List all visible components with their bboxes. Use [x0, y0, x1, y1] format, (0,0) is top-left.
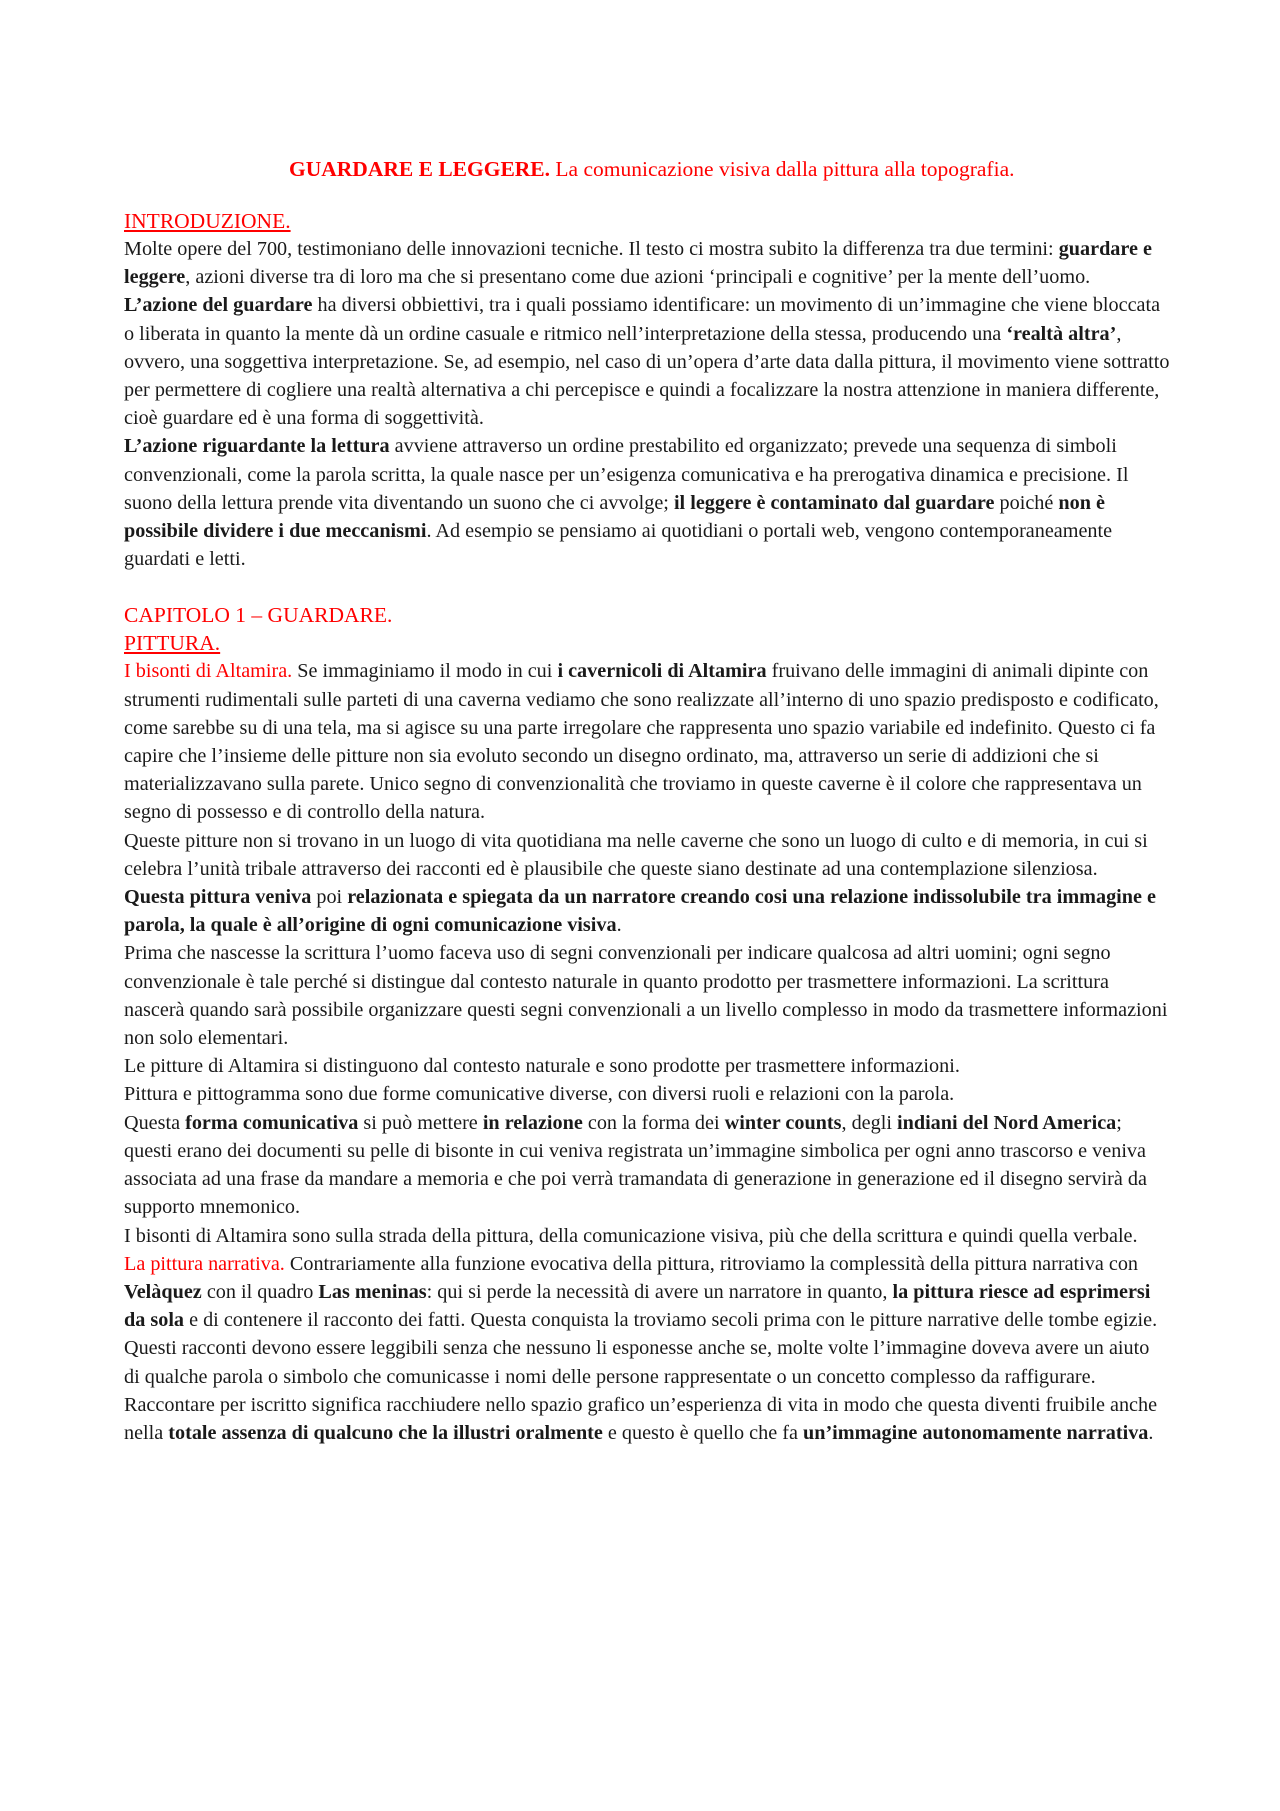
- title-bold: GUARDARE E LEGGERE.: [289, 157, 551, 181]
- chapter-paragraph-11: Raccontare per iscritto significa racchiudere nello spazio grafico un’esperienza di vita in modo che questa diventi fruibile anche nella totale assenza di qualcuno che la illustri oralmente e questo è quello che fa un’immagine autonomamente narrativa.: [124, 1393, 1158, 1444]
- section-gap: [124, 573, 1170, 601]
- intro-heading: INTRODUZIONE.: [124, 209, 291, 233]
- chapter-paragraph-6: Pittura e pittogramma sono due forme comunicative diverse, con diversi ruoli e relazioni con la parola.: [124, 1083, 955, 1106]
- chapter-paragraph-1: I bisonti di Altamira. Se immaginiamo il modo in cui i cavernicoli di Altamira fruivano delle immagini di animali dipinte con strumenti rudimentali sulle parteti di una caverna vediamo che sono realizzate all’interno di uno spazio predisposto e codificato, come sarebbe su di una tela, ma si agisce su una parte irregolare che rappresenta uno spazio variabile ed indefinito. Questo ci fa capire che l’insieme delle pitture non sia evoluto secondo un disegno ordinato, ma, attraverso un serie di addizioni che si materializzavano sulla parete. Unico segno di convenzionalità che troviamo in queste caverne è il colore che rappresentava un segno di possesso e di controllo della natura.: [124, 660, 1159, 824]
- intro-paragraph-3: L’azione riguardante la lettura avviene attraverso un ordine prestabilito ed organizzato; prevede una sequenza di simboli convenzionali, come la parola scritta, la quale nasce per un’esigenza comunicativa e ha prerogativa dinamica e precisione. Il suono della lettura prende vita diventando un suono che ci avvolge; il leggere è contaminato dal guardare poiché non è possibile dividere i due meccanismi. Ad esempio se pensiamo ai quotidiani o portali web, vengono contemporaneamente guardati e letti.: [124, 435, 1129, 571]
- intro-paragraph-2: L’azione del guardare ha diversi obbiettivi, tra i quali possiamo identificare: un movimento di un’immagine che viene bloccata o liberata in quanto la mente dà un ordine casuale e ritmico nell’interpretazione della stessa, producendo una ‘realtà altra’, ovvero, una soggettiva interpretazione. Se, ad esempio, nel caso di un’opera d’arte data dalla pittura, il movimento viene sottratto per permettere di cogliere una realtà alternativa a chi percepisce e quindi a focalizzare la nostra attenzione in maniera differente, cioè guardare ed è una forma di soggettività.: [124, 294, 1170, 430]
- chapter-paragraph-4: Prima che nascesse la scrittura l’uomo faceva uso di segni convenzionali per indicare qualcosa ad altri uomini; ogni segno convenzionale è tale perché si distingue dal contesto naturale in quanto prodotto per trasmettere informazioni. La scrittura nascerà quando sarà possibile organizzare questi segni convenzionali a un livello complesso in modo da trasmettere informazioni non solo elementari.: [124, 942, 1168, 1050]
- title-rest: La comunicazione visiva dalla pittura alla topografia.: [550, 157, 1015, 181]
- intro-paragraph-1: Molte opere del 700, testimoniano delle innovazioni tecniche. Il testo ci mostra subito la differenza tra due termini: guardare e leggere, azioni diverse tra di loro ma che si presentano come due azioni ‘principali e cognitive’ per la mente dell’uomo.: [124, 238, 1152, 289]
- chapter-paragraph-7: Questa forma comunicativa si può mettere in relazione con la forma dei winter counts, degli indiani del Nord America; questi erano dei documenti su pelle di bisonte in cui veniva registrata un’immagine simbolica per ogni anno trascorso e veniva associata ad una frase da mandare a memoria e che poi verrà tramandata di generazione in generazione ed il disegno servirà da supporto mnemonico.: [124, 1111, 1147, 1219]
- chapter-paragraph-9: La pittura narrativa. Contrariamente alla funzione evocativa della pittura, ritroviamo la complessità della pittura narrativa con Velàquez con il quadro Las meninas: qui si perde la necessità di avere un narratore in quanto, la pittura riesce ad esprimersi da sola e di contenere il racconto dei fatti. Questa conquista la troviamo secoli prima con le pitture narrative delle tombe egizie.: [124, 1252, 1158, 1332]
- chapter-paragraph-3: Questa pittura veniva poi relazionata e spiegata da un narratore creando cosi una relazione indissolubile tra immagine e parola, la quale è all’origine di ogni comunicazione visiva.: [124, 886, 1156, 937]
- document-title: [124, 155, 1170, 183]
- subtitle-altamira: I bisonti di Altamira.: [124, 660, 293, 683]
- subtitle-pittura-narrativa: La pittura narrativa.: [124, 1252, 285, 1275]
- chapter-paragraph-10: Questi racconti devono essere leggibili senza che nessuno li esponesse anche se, molte volte l’immagine doveva avere un aiuto di qualche parola o simbolo che comunicasse i nomi delle persone rappresentate o un concetto complesso da raffigurare.: [124, 1337, 1150, 1388]
- chapter-paragraph-5: Le pitture di Altamira si distinguono dal contesto naturale e sono prodotte per trasmettere informazioni.: [124, 1055, 960, 1078]
- chapter-heading: CAPITOLO 1 – GUARDARE.: [124, 603, 393, 628]
- section-subheading: PITTURA.: [124, 631, 221, 656]
- chapter-paragraph-8: I bisonti di Altamira sono sulla strada della pittura, della comunicazione visiva, più che della scrittura e quindi quella verbale.: [124, 1224, 1138, 1247]
- chapter-paragraph-2: Queste pitture non si trovano in un luogo di vita quotidiana ma nelle caverne che sono un luogo di culto e di memoria, in cui si celebra l’unità tribale attraverso dei racconti ed è plausibile che queste siano destinate ad una contemplazione silenziosa.: [124, 829, 1148, 880]
